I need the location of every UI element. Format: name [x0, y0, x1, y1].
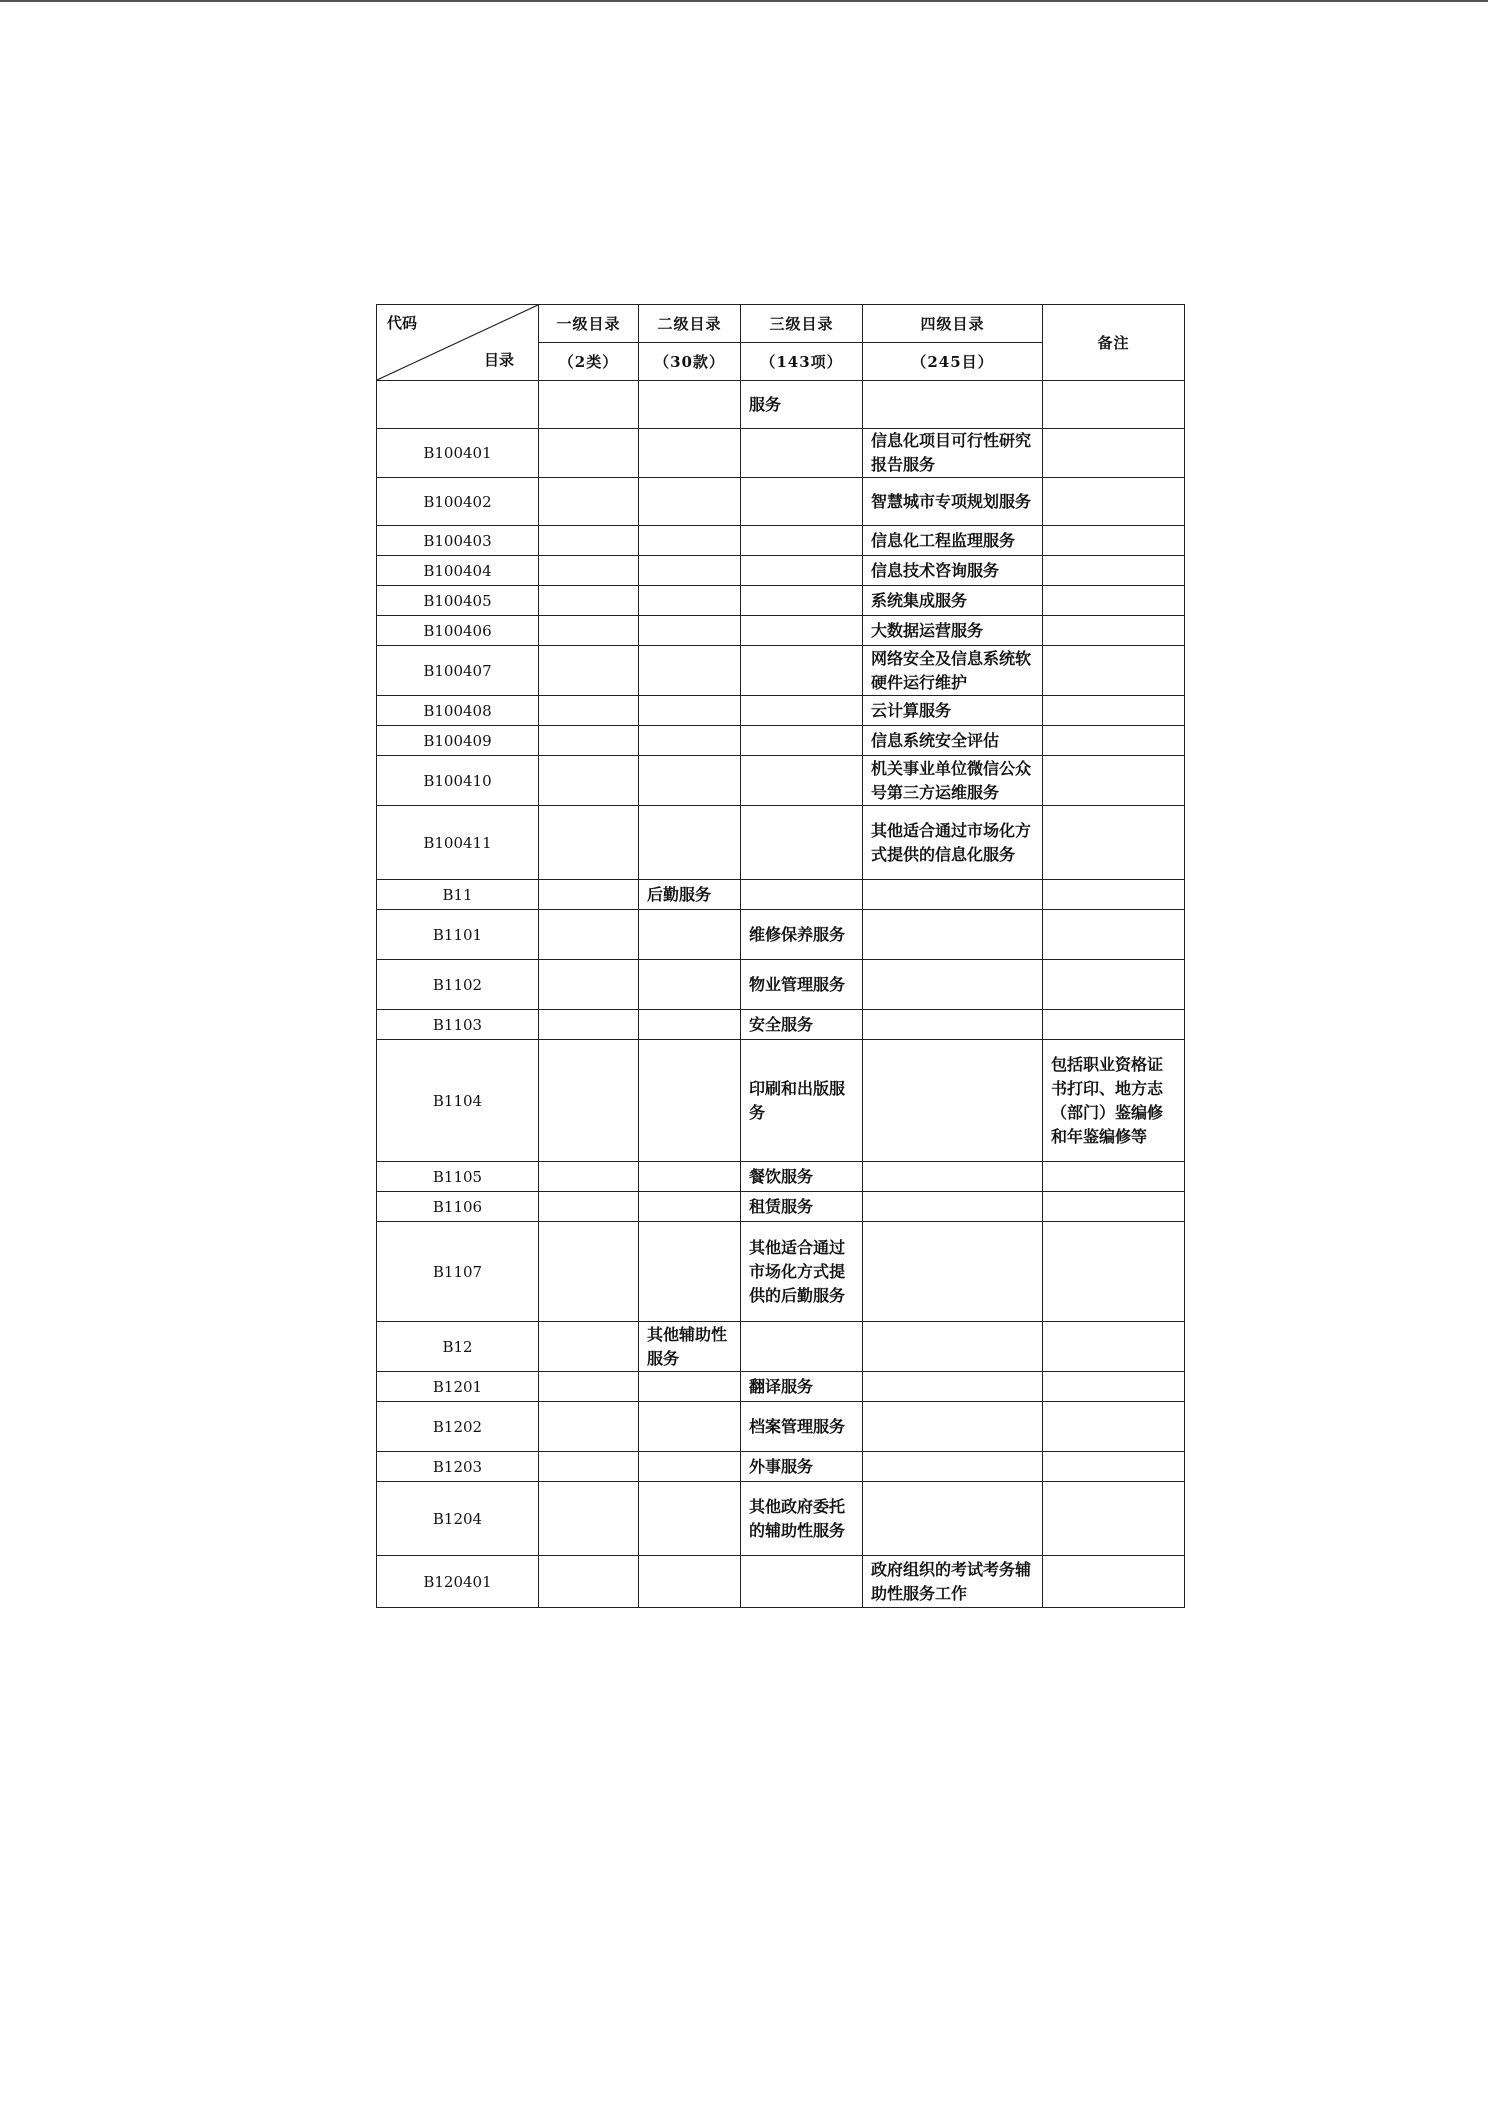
cell-l4	[863, 880, 1043, 910]
cell-l1	[539, 1452, 639, 1482]
cell-note	[1043, 696, 1185, 726]
cell-l1	[539, 756, 639, 806]
cell-l2	[639, 806, 741, 880]
cell-l4: 云计算服务	[863, 696, 1043, 726]
cell-l3	[741, 556, 863, 586]
table-row	[377, 646, 1185, 696]
header-corner-cell	[377, 305, 539, 381]
table-row	[377, 910, 1185, 960]
cell-l2	[639, 1010, 741, 1040]
cell-l1	[539, 726, 639, 756]
table-row	[377, 1010, 1185, 1040]
cell-l1	[539, 1322, 639, 1372]
cell-l1	[539, 1482, 639, 1556]
cell-l1	[539, 910, 639, 960]
header-notes: 备注	[1043, 305, 1185, 381]
cell-code: B12	[377, 1322, 539, 1372]
cell-l3	[741, 526, 863, 556]
cell-code: B100405	[377, 586, 539, 616]
cell-l1	[539, 1402, 639, 1452]
cell-code: B100411	[377, 806, 539, 880]
table-row	[377, 1322, 1185, 1372]
header-corner-bottom: 目录	[483, 351, 514, 369]
cell-l2	[639, 478, 741, 526]
header-level4-count: （245目）	[863, 343, 1043, 381]
cell-l1	[539, 960, 639, 1010]
cell-code: B1102	[377, 960, 539, 1010]
table-row	[377, 1452, 1185, 1482]
cell-code: B100410	[377, 756, 539, 806]
cell-note	[1043, 478, 1185, 526]
cell-note	[1043, 556, 1185, 586]
cell-l4: 政府组织的考试考务辅助性服务工作	[863, 1556, 1043, 1608]
cell-l2	[639, 1162, 741, 1192]
header-level1: 一级目录	[539, 305, 639, 343]
cell-l2	[639, 381, 741, 429]
cell-l2	[639, 1452, 741, 1482]
table-row	[377, 381, 1185, 429]
cell-l3	[741, 756, 863, 806]
cell-l2	[639, 1040, 741, 1162]
cell-code: B1204	[377, 1482, 539, 1556]
table-row	[377, 478, 1185, 526]
cell-l1	[539, 1556, 639, 1608]
cell-note	[1043, 1010, 1185, 1040]
cell-note	[1043, 429, 1185, 478]
cell-l2	[639, 726, 741, 756]
table-row	[377, 429, 1185, 478]
cell-l1	[539, 381, 639, 429]
table-row	[377, 806, 1185, 880]
cell-l1	[539, 880, 639, 910]
cell-l2	[639, 696, 741, 726]
cell-l4	[863, 960, 1043, 1010]
catalog-table	[376, 304, 1185, 1608]
cell-l3	[741, 429, 863, 478]
table-row	[377, 526, 1185, 556]
cell-code: B100406	[377, 616, 539, 646]
cell-l2: 后勤服务	[639, 880, 741, 910]
cell-l2	[639, 526, 741, 556]
cell-l4	[863, 1222, 1043, 1322]
cell-l2	[639, 646, 741, 696]
cell-code: B11	[377, 880, 539, 910]
cell-l4: 信息化项目可行性研究报告服务	[863, 429, 1043, 478]
cell-l3	[741, 726, 863, 756]
cell-l1	[539, 1222, 639, 1322]
cell-l2	[639, 1372, 741, 1402]
cell-note	[1043, 960, 1185, 1010]
table-row	[377, 1372, 1185, 1402]
cell-l4	[863, 1482, 1043, 1556]
cell-note	[1043, 526, 1185, 556]
table-row	[377, 1402, 1185, 1452]
cell-l3: 其他政府委托的辅助性服务	[741, 1482, 863, 1556]
cell-note	[1043, 1222, 1185, 1322]
header-level3-count: （143项）	[741, 343, 863, 381]
cell-l1	[539, 586, 639, 616]
cell-l3	[741, 806, 863, 880]
table-row	[377, 1556, 1185, 1608]
cell-l2	[639, 556, 741, 586]
table-row	[377, 1162, 1185, 1192]
cell-note	[1043, 586, 1185, 616]
cell-l3: 服务	[741, 381, 863, 429]
cell-code: B1201	[377, 1372, 539, 1402]
cell-l4	[863, 1192, 1043, 1222]
table-row	[377, 586, 1185, 616]
cell-l4: 信息技术咨询服务	[863, 556, 1043, 586]
cell-l3	[741, 586, 863, 616]
table-row	[377, 1192, 1185, 1222]
cell-note	[1043, 1556, 1185, 1608]
cell-l3	[741, 696, 863, 726]
header-corner-top: 代码	[387, 314, 418, 332]
cell-l3: 安全服务	[741, 1010, 863, 1040]
cell-l4	[863, 910, 1043, 960]
cell-note	[1043, 1452, 1185, 1482]
cell-l1	[539, 806, 639, 880]
cell-l4: 机关事业单位微信公众号第三方运维服务	[863, 756, 1043, 806]
cell-l4	[863, 1452, 1043, 1482]
cell-l4	[863, 1322, 1043, 1372]
header-level3: 三级目录	[741, 305, 863, 343]
cell-note	[1043, 1162, 1185, 1192]
cell-code: B120401	[377, 1556, 539, 1608]
cell-l2: 其他辅助性服务	[639, 1322, 741, 1372]
cell-l4: 其他适合通过市场化方式提供的信息化服务	[863, 806, 1043, 880]
cell-l1	[539, 478, 639, 526]
page-top-edge	[0, 0, 1488, 2]
cell-l2	[639, 429, 741, 478]
cell-l2	[639, 1222, 741, 1322]
cell-code: B1107	[377, 1222, 539, 1322]
cell-code: B100404	[377, 556, 539, 586]
cell-l3: 外事服务	[741, 1452, 863, 1482]
cell-l1	[539, 1040, 639, 1162]
cell-l3	[741, 1322, 863, 1372]
cell-code: B100402	[377, 478, 539, 526]
cell-note: 包括职业资格证书打印、地方志（部门）鉴编修和年鉴编修等	[1043, 1040, 1185, 1162]
cell-l3	[741, 616, 863, 646]
cell-code: B1104	[377, 1040, 539, 1162]
cell-note	[1043, 1482, 1185, 1556]
cell-l1	[539, 429, 639, 478]
cell-l2	[639, 960, 741, 1010]
cell-note	[1043, 910, 1185, 960]
cell-l3: 物业管理服务	[741, 960, 863, 1010]
header-level4: 四级目录	[863, 305, 1043, 343]
cell-note	[1043, 616, 1185, 646]
table-row	[377, 1222, 1185, 1322]
cell-note	[1043, 756, 1185, 806]
cell-note	[1043, 1372, 1185, 1402]
cell-l1	[539, 1162, 639, 1192]
cell-l3: 印刷和出版服务	[741, 1040, 863, 1162]
cell-note	[1043, 1192, 1185, 1222]
cell-l4	[863, 1040, 1043, 1162]
cell-note	[1043, 880, 1185, 910]
header-level2: 二级目录	[639, 305, 741, 343]
table-row	[377, 696, 1185, 726]
table-row	[377, 1040, 1185, 1162]
cell-l1	[539, 556, 639, 586]
cell-code: B100408	[377, 696, 539, 726]
cell-note	[1043, 726, 1185, 756]
cell-note	[1043, 646, 1185, 696]
cell-code: B1203	[377, 1452, 539, 1482]
cell-code: B100409	[377, 726, 539, 756]
cell-l4: 信息化工程监理服务	[863, 526, 1043, 556]
cell-l2	[639, 756, 741, 806]
cell-l1	[539, 526, 639, 556]
table-row	[377, 960, 1185, 1010]
cell-l4: 信息系统安全评估	[863, 726, 1043, 756]
header-level2-count: （30款）	[639, 343, 741, 381]
header-row-1	[377, 305, 1185, 343]
table-row	[377, 726, 1185, 756]
cell-code: B100407	[377, 646, 539, 696]
cell-note	[1043, 1402, 1185, 1452]
header-level1-count: （2类）	[539, 343, 639, 381]
cell-l3: 翻译服务	[741, 1372, 863, 1402]
cell-l2	[639, 910, 741, 960]
cell-l4: 大数据运营服务	[863, 616, 1043, 646]
cell-l1	[539, 1010, 639, 1040]
cell-l2	[639, 586, 741, 616]
cell-l4	[863, 1402, 1043, 1452]
cell-l2	[639, 1402, 741, 1452]
table-row	[377, 556, 1185, 586]
cell-l3	[741, 646, 863, 696]
cell-l1	[539, 646, 639, 696]
cell-l4	[863, 1010, 1043, 1040]
cell-l4: 网络安全及信息系统软硬件运行维护	[863, 646, 1043, 696]
cell-l1	[539, 1372, 639, 1402]
cell-l2	[639, 1482, 741, 1556]
cell-code	[377, 381, 539, 429]
cell-code: B1103	[377, 1010, 539, 1040]
cell-code: B1106	[377, 1192, 539, 1222]
cell-l2	[639, 1192, 741, 1222]
cell-note	[1043, 806, 1185, 880]
cell-l4	[863, 1162, 1043, 1192]
table-row	[377, 880, 1185, 910]
cell-l3: 维修保养服务	[741, 910, 863, 960]
cell-l1	[539, 1192, 639, 1222]
cell-code: B100403	[377, 526, 539, 556]
cell-note	[1043, 381, 1185, 429]
cell-l4	[863, 381, 1043, 429]
cell-l1	[539, 616, 639, 646]
cell-code: B1101	[377, 910, 539, 960]
cell-code: B1105	[377, 1162, 539, 1192]
cell-l3: 其他适合通过市场化方式提供的后勤服务	[741, 1222, 863, 1322]
cell-code: B1202	[377, 1402, 539, 1452]
table-row	[377, 1482, 1185, 1556]
cell-code: B100401	[377, 429, 539, 478]
cell-l3	[741, 1556, 863, 1608]
cell-l3: 租赁服务	[741, 1192, 863, 1222]
cell-l2	[639, 616, 741, 646]
cell-l4: 智慧城市专项规划服务	[863, 478, 1043, 526]
cell-l4	[863, 1372, 1043, 1402]
cell-l3: 档案管理服务	[741, 1402, 863, 1452]
table-row	[377, 616, 1185, 646]
cell-note	[1043, 1322, 1185, 1372]
cell-l2	[639, 1556, 741, 1608]
cell-l3: 餐饮服务	[741, 1162, 863, 1192]
cell-l3	[741, 880, 863, 910]
cell-l1	[539, 696, 639, 726]
cell-l3	[741, 478, 863, 526]
cell-l4: 系统集成服务	[863, 586, 1043, 616]
table-row	[377, 756, 1185, 806]
